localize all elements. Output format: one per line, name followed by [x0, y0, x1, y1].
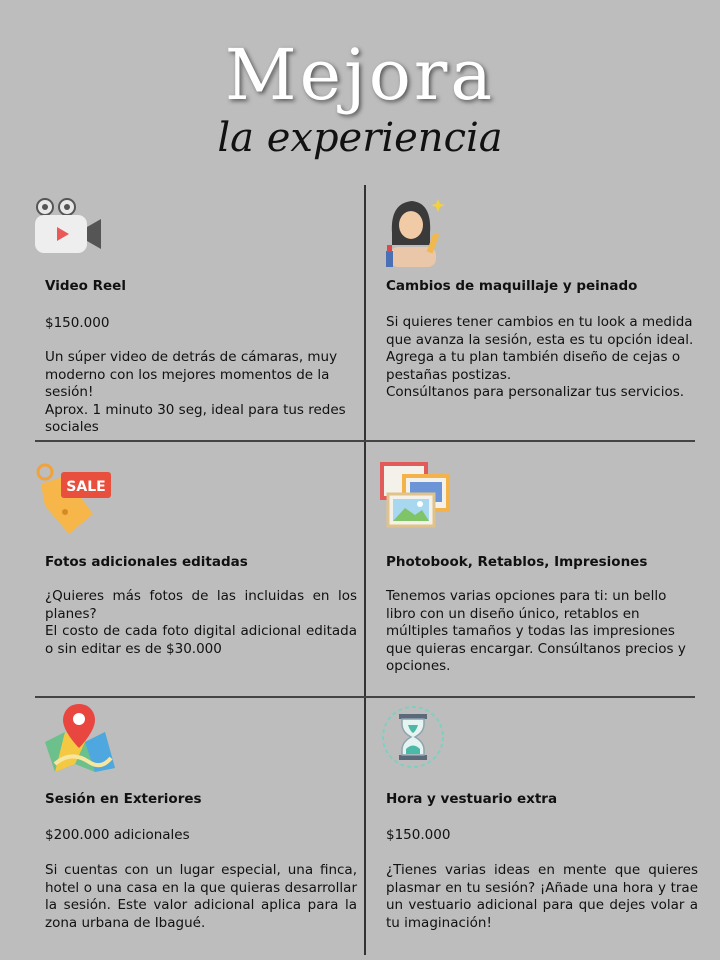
hourglass-icon	[380, 704, 446, 770]
horizontal-divider-1	[35, 440, 695, 442]
item-description: ¿Tienes varias ideas en mente que quieres plasmar en tu sesión? ¡Añade una hora y trae un vestuario adicional para que dejes volar a tu imaginación!	[386, 862, 698, 931]
item-price: $150.000	[45, 315, 110, 331]
item-description: Tenemos varias opciones para ti: un bello libro con un diseño único, retablos en múltiples tamaños y todas las impresiones que quieras encargar. Consúltanos precios y opciones.	[386, 588, 686, 674]
sale-tag-icon	[35, 462, 111, 538]
page-title: Mejora	[224, 34, 496, 116]
video-camera-icon	[33, 195, 105, 257]
photo-frames-icon	[380, 462, 452, 530]
map-pin-icon	[41, 702, 121, 772]
item-title: Cambios de maquillaje y peinado	[386, 278, 638, 294]
item-description: ¿Quieres más fotos de las incluidas en los planes? El costo de cada foto digital adicional editada o sin editar es de $30.000	[45, 588, 357, 657]
item-outdoor-session	[45, 702, 357, 952]
vertical-divider	[364, 185, 366, 955]
item-price: $150.000	[386, 827, 451, 843]
svg-text:SALE: SALE	[66, 479, 106, 495]
makeup-woman-icon	[386, 195, 448, 269]
horizontal-divider-2	[35, 696, 695, 698]
item-description: Si quieres tener cambios en tu look a medida que avanza la sesión, esta es tu opción ideal. Agrega a tu plan también diseño de cejas o pestañas postizas. Consúltanos para personalizar tus servicios.	[386, 314, 694, 400]
item-extra-hour	[386, 702, 698, 952]
item-photobook	[386, 462, 698, 692]
item-video-reel	[45, 195, 357, 435]
item-title: Hora y vestuario extra	[386, 791, 558, 807]
item-title: Photobook, Retablos, Impresiones	[386, 554, 648, 570]
item-description: Un súper video de detrás de cámaras, muy moderno con los mejores momentos de la sesión! Aprox. 1 minuto 30 seg, ideal para tus redes sociales	[45, 349, 346, 435]
item-title: Sesión en Exteriores	[45, 791, 202, 807]
item-title: Fotos adicionales editadas	[45, 554, 248, 570]
item-price: $200.000 adicionales	[45, 827, 190, 843]
page-subtitle: la experiencia	[217, 115, 503, 161]
item-title: Video Reel	[45, 278, 126, 294]
item-extra-photos	[45, 462, 357, 692]
item-makeup	[386, 195, 698, 435]
item-description: Si cuentas con un lugar especial, una finca, hotel o una casa en la que quieras desarrollar la sesión. Este valor adicional aplica para la zona urbana de Ibagué.	[45, 862, 357, 931]
